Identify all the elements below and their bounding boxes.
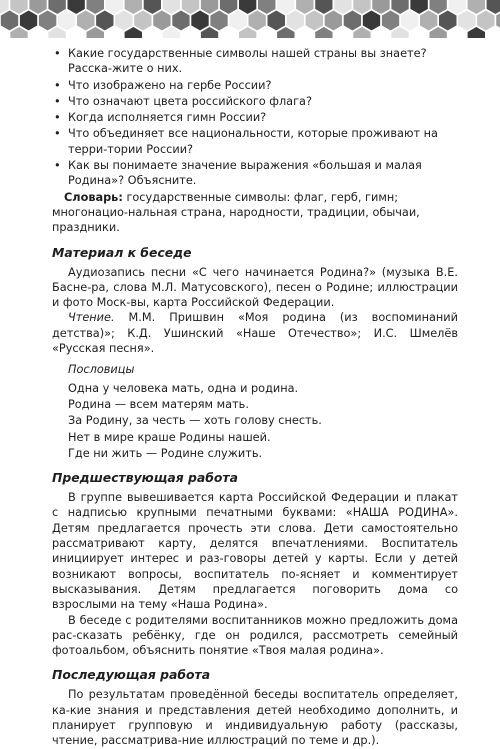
bullet-icon: • xyxy=(54,127,61,141)
proverbs-title: Пословицы xyxy=(68,363,135,377)
question-text: Что означают цвета российского флага? xyxy=(68,94,312,108)
proverb-item: За Родину, за честь — хоть голову снесть. xyxy=(68,414,322,428)
decorative-hexagon-header xyxy=(0,0,500,38)
question-item xyxy=(52,94,458,109)
dictionary-term: Словарь: xyxy=(64,190,123,204)
proverbs-list xyxy=(68,381,458,461)
material-heading: Материал к беседе xyxy=(52,244,192,260)
proverb-item: Где ни жить — Родине служить. xyxy=(68,446,263,460)
question-text: Что изображено на гербе России? xyxy=(68,78,272,92)
question-text: Когда исполняется гимн России? xyxy=(68,111,267,125)
question-text: Какие государственные символы нашей страны вы знаете? Расска-жите о них. xyxy=(68,47,427,76)
proverb-item: Одна у человека мать, одна и родина. xyxy=(68,381,299,395)
question-item xyxy=(52,110,458,125)
preceding-paragraph-1: В группе вывешивается карта Российской Федерации и плакат с надписью крупными печатными буквами: «НАША РОДИНА». Детям предлагается прочесть эти слова. Дети самостоятельно рассматривают карту, делятся впечатлениями. Воспитатель инициирует интерес и раз-говоры детей у карты. Если у детей возникают вопросы, воспитатель по-ясняет и комментирует высказывания. Детям предлагается поговорить дома со взрослыми на тему «Наша Родина». xyxy=(52,491,458,612)
bullet-icon: • xyxy=(54,159,61,173)
bullet-icon: • xyxy=(54,47,61,60)
material-reading-paragraph xyxy=(52,310,458,356)
proverb-item: Родина — всем матерям мать. xyxy=(68,397,249,411)
question-item xyxy=(52,78,458,93)
dictionary-paragraph xyxy=(52,190,458,236)
bullet-icon: • xyxy=(54,111,61,125)
question-item xyxy=(52,158,458,189)
bullet-icon: • xyxy=(54,94,61,108)
preceding-heading: Предшествующая работа xyxy=(52,470,238,486)
question-item xyxy=(52,46,458,77)
reading-text: М.М. Пришвин «Моя родина (из воспоминаний детства)»; К.Д. Ушинский «Наше Отечество»; И.С. Шмелёв «Русская песня». xyxy=(52,311,458,356)
dictionary-text: государственные символы: флаг, герб, гимн; многонацио-нальная страна, народности, традиции, обычаи, праздники. xyxy=(52,190,420,235)
page-content xyxy=(52,46,458,749)
questions-list xyxy=(52,46,458,189)
reading-label: Чтение. xyxy=(68,311,115,325)
material-audio-paragraph: Аудиозапись песни «С чего начинается Родина?» (музыка В.Е. Басне-ра, слова М.Л. Матусовского), песен о Родине; иллюстрации и фото Моск-вы, карта Российской Федерации. xyxy=(52,265,458,310)
question-text: Как вы понимаете значение выражения «большая и малая Родина»? Объясните. xyxy=(68,159,422,188)
hexagon-pattern xyxy=(0,0,500,38)
bullet-icon: • xyxy=(54,78,61,92)
proverb-item: Нет в мире краше Родины нашей. xyxy=(68,430,271,444)
preceding-paragraph-2: В беседе с родителями воспитанников можно предложить дома рас-сказать ребёнку, где он родился, рассмотреть семейный фотоальбом, объяснить понятие «Твоя малая родина». xyxy=(52,613,458,658)
following-paragraph-1: По результатам проведённой беседы воспитатель определяет, ка-кие знания и представления детей необходимо дополнить, и планирует групповую и индивидуальную работу (рассказы, чтение, рассматрива-ние иллюстраций по теме и др.). xyxy=(52,688,458,748)
question-text: Что объединяет все национальности, которые проживают на терри-тории России? xyxy=(68,127,438,156)
question-item xyxy=(52,126,458,157)
following-heading: Последующая работа xyxy=(52,667,211,683)
